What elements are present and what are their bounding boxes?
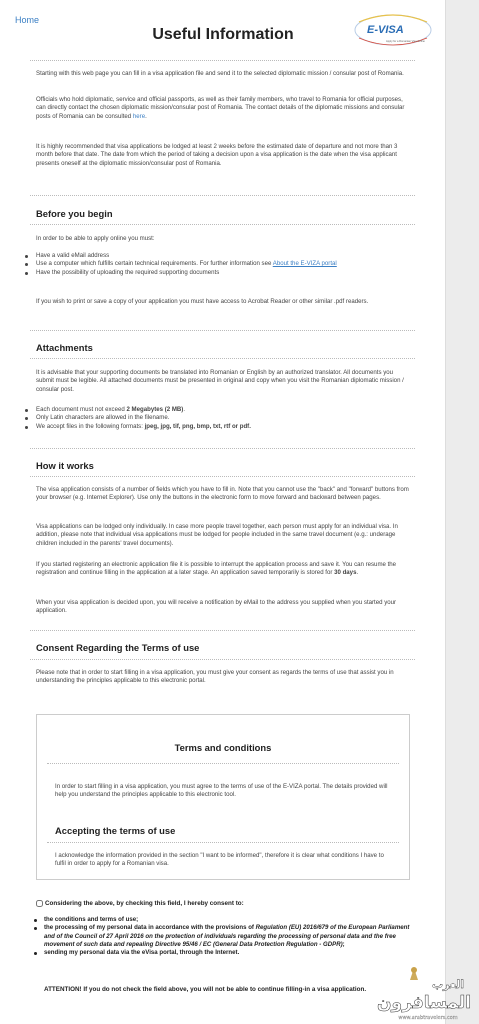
list-item: sending my personal data via the eVisa portal, through the Internet. [30,949,415,957]
divider [30,330,415,331]
terms-box [36,714,410,880]
how-p3-end: . [356,569,359,577]
how-paragraph-2: Visa applications can be lodged only individually. In case more people travel together, each person must apply for an individual visa. In addition, please note that individual visa applications must be lodged for people included in the same travel document (e.g.: underage children included in the parents' travel documents). [36,523,398,547]
how-p3-text: If you started registering an electronic application file it is possible to interrupt the application process and save it. You can resume the registration and continue filling in the application at a later stage. An application saved temporarily is stored for [36,561,397,577]
watermark-logo [366,962,476,1022]
logo-text: E-VISA [367,24,404,36]
watermark-line2: المسافرون [376,993,472,1013]
before-lead: In order to be able to apply online you must: [36,235,155,242]
consent-checkbox[interactable] [36,900,43,907]
divider [30,60,415,61]
divider [47,842,399,843]
list-item-bold: 2 Megabytes (2 MB) [126,406,184,413]
before-note: If you wish to print or save a copy of your application you must have access to Acrobat Reader or other similar .pdf readers. [36,298,369,305]
divider [30,476,415,477]
intro-p2-end: . [145,112,147,120]
attachments-list [22,406,412,431]
how-paragraph-4: When your visa application is decided upon, you will receive a notification by eMail to the address you supplied when you started your application. [36,599,397,615]
intro-paragraph-2 [36,96,412,121]
intro-p2-text: Officials who hold diplomatic, service and official passports, as well as their family members, who travel to Romania for official purposes, can directly contact the chosen diplomatic mission/consular post of Romania. The contact details of the diplomatic missions and consular posts of Romania can be consulted [36,96,405,120]
contact-details-link[interactable]: here [132,112,146,120]
list-item: Have the possibility of uploading the required supporting documents [22,269,412,277]
divider [30,630,415,631]
logo-tagline: Apply for a Romanian Visa Online [386,40,425,43]
accepting-terms-heading: Accepting the terms of use [55,825,176,836]
gdpr-reference: Regulation (EU) 2016/679 of the European Parliament and of the Council of 27 April 2016 on the protection of individuals regarding the processing of personal data and the free movement of such data and repealing Directive 95/46 / EC (General Data Protection Regulation - GDPR) [44,924,410,948]
how-paragraph-3 [36,561,412,578]
divider [30,448,415,449]
divider [30,195,415,196]
list-item-text: Each document must not exceed [36,406,127,413]
list-item [22,260,412,268]
how-paragraph-1: The visa application consists of a number of fields which you have to fill in. Note that you cannot use the "back" and "forward" buttons from your browser (e.g. Internet Explorer). Use only the buttons in the electronic form to move forward and backward between pages. [36,486,409,502]
divider [47,763,399,764]
about-eviza-link[interactable]: About the E-VIZA portal [272,260,337,268]
terms-paragraph: In order to start filling in a visa application, you must agree to the terms of use of the E-VIZA portal. The details provided will help you understand the principles applicable to this electronic tool. [55,783,388,799]
section-heading-attachments: Attachments [36,342,93,353]
divider [30,224,415,225]
list-item-end: . [183,406,186,413]
consent-list [30,916,415,957]
before-list [22,252,412,277]
consent-row [36,900,416,907]
list-item-end: ; [342,940,345,948]
divider [30,358,415,359]
intro-paragraph-3: It is highly recommended that visa applications be lodged at least 2 weeks before the estimated date of departure and not more than 3 month before that date. The date from which the period of taking a decision upon a visa application is the date when the visa applicant presents oneself at the diplomatic mission/consular post of Romania. [36,143,398,167]
section-heading-how: How it works [36,460,94,471]
list-item [22,406,412,414]
how-p3-bold: 30 days [334,569,357,577]
list-item [22,423,412,431]
section-heading-before: Before you begin [36,208,113,219]
list-item [30,924,415,949]
attention-warning: ATTENTION! If you do not check the field above, you will not be able to continue filling-in a visa application. [44,986,367,993]
page-title: Useful Information [152,26,294,43]
list-item-text: the processing of my personal data in accordance with the provisions of [44,924,256,932]
watermark-url: www.arabtravelers.com [398,1015,458,1021]
consent-paragraph: Please note that in order to start filling in a visa application, you must give your consent as regards the terms of use that assist you in understanding the principles applicable to this electronic portal. [36,669,394,685]
section-heading-consent: Consent Regarding the Terms of use [36,642,200,653]
list-item-text: Use a computer which fulfills certain technical requirements. For further information see [36,260,273,268]
list-item: the conditions and terms of use; [30,916,415,924]
terms-heading: Terms and conditions [174,742,272,753]
home-link[interactable]: Home [15,15,40,25]
intro-paragraph-1: Starting with this web page you can fill in a visa application file and send it to the selected diplomatic mission / consular post of Romania. [36,70,404,77]
divider [30,659,415,660]
list-item-bold: jpeg, jpg, tif, png, bmp, txt, rtf or pdf. [144,422,251,430]
consent-label[interactable]: Considering the above, by checking this field, I hereby consent to: [45,900,244,908]
list-item: Have a valid eMail address [22,252,412,260]
accepting-terms-paragraph: I acknowledge the information provided in the section "I want to be informed", therefore it is clear what conditions I have to fulfil in order to apply for a Romanian visa. [55,852,384,868]
evisa-logo[interactable] [353,12,433,48]
watermark-line1: العرب [431,978,465,991]
list-item-text: We accept files in the following formats: [36,422,145,430]
list-item: Only Latin characters are allowed in the filename. [22,414,412,422]
attachments-paragraph: It is advisable that your supporting documents be translated into Romanian or English by an authorized translator. All documents you submit must be legible. All attached documents must be presented in original and copy when you visit the Romanian diplomatic mission / consular post. [36,369,404,393]
